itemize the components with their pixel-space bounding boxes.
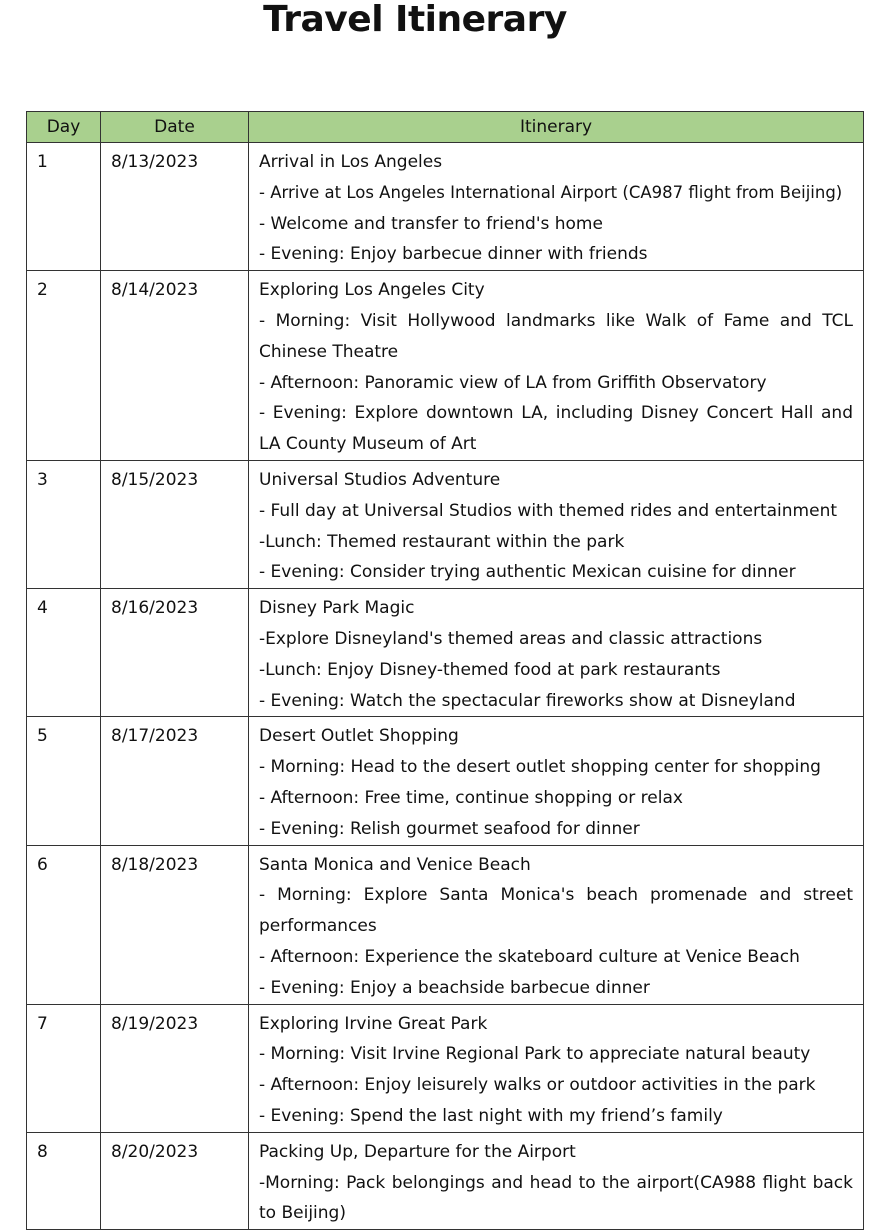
itinerary-item: - Evening: Enjoy barbecue dinner with friends (259, 244, 648, 265)
itinerary-cell (249, 460, 864, 588)
itinerary-item: - Arrive at Los Angeles International Airport (CA987 flight from Beijing) (259, 182, 843, 202)
itinerary-item: - Afternoon: Free time, continue shopping or relax (259, 787, 683, 808)
day-cell (27, 1004, 101, 1132)
date-cell (101, 589, 249, 717)
day-number: 6 (37, 854, 48, 875)
column-header-itinerary: Itinerary (249, 112, 864, 143)
itinerary-heading: Packing Up, Departure for the Airport (259, 1141, 576, 1162)
itinerary-item: - Morning: Visit Hollywood landmarks like Walk of Fame and TCL Chinese Theatre (259, 310, 853, 362)
table-row (27, 271, 864, 461)
itinerary-item: - Evening: Enjoy a beachside barbecue dinner (259, 977, 650, 998)
itinerary-item: -Lunch: Enjoy Disney-themed food at park restaurants (259, 659, 721, 680)
date-cell (101, 717, 249, 845)
itinerary-cell (249, 1004, 864, 1132)
page-title: Travel Itinerary (263, 0, 567, 40)
itinerary-item: -Explore Disneyland's themed areas and classic attractions (259, 628, 763, 649)
itinerary-item: - Morning: Explore Santa Monica's beach promenade and street performances (259, 885, 853, 937)
day-cell (27, 845, 101, 1004)
day-number: 8 (37, 1141, 48, 1162)
table-row (27, 717, 864, 845)
itinerary-item: - Afternoon: Experience the skateboard culture at Venice Beach (259, 946, 800, 967)
itinerary-item: - Full day at Universal Studios with themed rides and entertainment (259, 500, 838, 521)
itinerary-item: - Evening: Explore downtown LA, including Disney Concert Hall and LA County Museum of Art (259, 403, 853, 455)
itinerary-heading: Desert Outlet Shopping (259, 726, 459, 747)
day-cell (27, 589, 101, 717)
itinerary-cell (249, 589, 864, 717)
date-cell (101, 143, 249, 271)
itinerary-table-body (27, 143, 864, 1230)
day-number: 2 (37, 280, 48, 301)
itinerary-item: - Afternoon: Panoramic view of LA from Griffith Observatory (259, 372, 767, 393)
date-cell (101, 271, 249, 461)
day-cell (27, 717, 101, 845)
date-cell (101, 460, 249, 588)
itinerary-item: - Afternoon: Enjoy leisurely walks or outdoor activities in the park (259, 1075, 816, 1096)
date-value: 8/19/2023 (111, 1013, 199, 1034)
table-row (27, 460, 864, 588)
day-number: 7 (37, 1013, 48, 1034)
date-value: 8/18/2023 (111, 854, 199, 875)
date-value: 8/17/2023 (111, 726, 199, 747)
table-row (27, 845, 864, 1004)
table-row (27, 1132, 864, 1229)
itinerary-heading: Exploring Los Angeles City (259, 280, 485, 301)
table-row (27, 1004, 864, 1132)
itinerary-heading: Universal Studios Adventure (259, 469, 501, 490)
column-header-date: Date (101, 112, 249, 143)
date-value: 8/15/2023 (111, 469, 199, 490)
table-row (27, 143, 864, 271)
day-cell (27, 460, 101, 588)
itinerary-heading: Santa Monica and Venice Beach (259, 854, 531, 875)
itinerary-item: - Evening: Relish gourmet seafood for dinner (259, 818, 640, 839)
table-row (27, 589, 864, 717)
date-value: 8/14/2023 (111, 280, 199, 301)
itinerary-heading: Disney Park Magic (259, 598, 415, 619)
date-value: 8/16/2023 (111, 598, 199, 619)
itinerary-item: - Evening: Consider trying authentic Mexican cuisine for dinner (259, 562, 796, 583)
itinerary-heading: Arrival in Los Angeles (259, 152, 443, 172)
column-header-day: Day (27, 112, 101, 143)
itinerary-table (26, 111, 864, 1230)
day-number: 4 (37, 598, 48, 619)
itinerary-cell (249, 271, 864, 461)
day-number: 1 (37, 152, 48, 172)
itinerary-item: - Morning: Head to the desert outlet shopping center for shopping (259, 757, 821, 778)
day-cell (27, 143, 101, 271)
date-cell (101, 1004, 249, 1132)
itinerary-cell (249, 717, 864, 845)
itinerary-heading: Exploring Irvine Great Park (259, 1013, 488, 1034)
itinerary-item: -Morning: Pack belongings and head to the airport(CA988 flight back to Beijing) (259, 1172, 853, 1224)
itinerary-cell (249, 143, 864, 271)
date-cell (101, 845, 249, 1004)
day-number: 3 (37, 469, 48, 490)
day-cell (27, 271, 101, 461)
itinerary-cell (249, 1132, 864, 1229)
date-cell (101, 1132, 249, 1229)
itinerary-item: -Lunch: Themed restaurant within the park (259, 531, 625, 552)
day-number: 5 (37, 726, 48, 747)
itinerary-item: - Morning: Visit Irvine Regional Park to appreciate natural beauty (259, 1044, 811, 1065)
itinerary-cell (249, 845, 864, 1004)
day-cell (27, 1132, 101, 1229)
date-value: 8/13/2023 (111, 152, 199, 172)
table-header-row (27, 112, 864, 143)
itinerary-item: - Evening: Spend the last night with my friend’s family (259, 1105, 723, 1126)
itinerary-item: - Welcome and transfer to friend's home (259, 213, 603, 234)
itinerary-item: - Evening: Watch the spectacular fireworks show at Disneyland (259, 690, 796, 711)
date-value: 8/20/2023 (111, 1141, 199, 1162)
